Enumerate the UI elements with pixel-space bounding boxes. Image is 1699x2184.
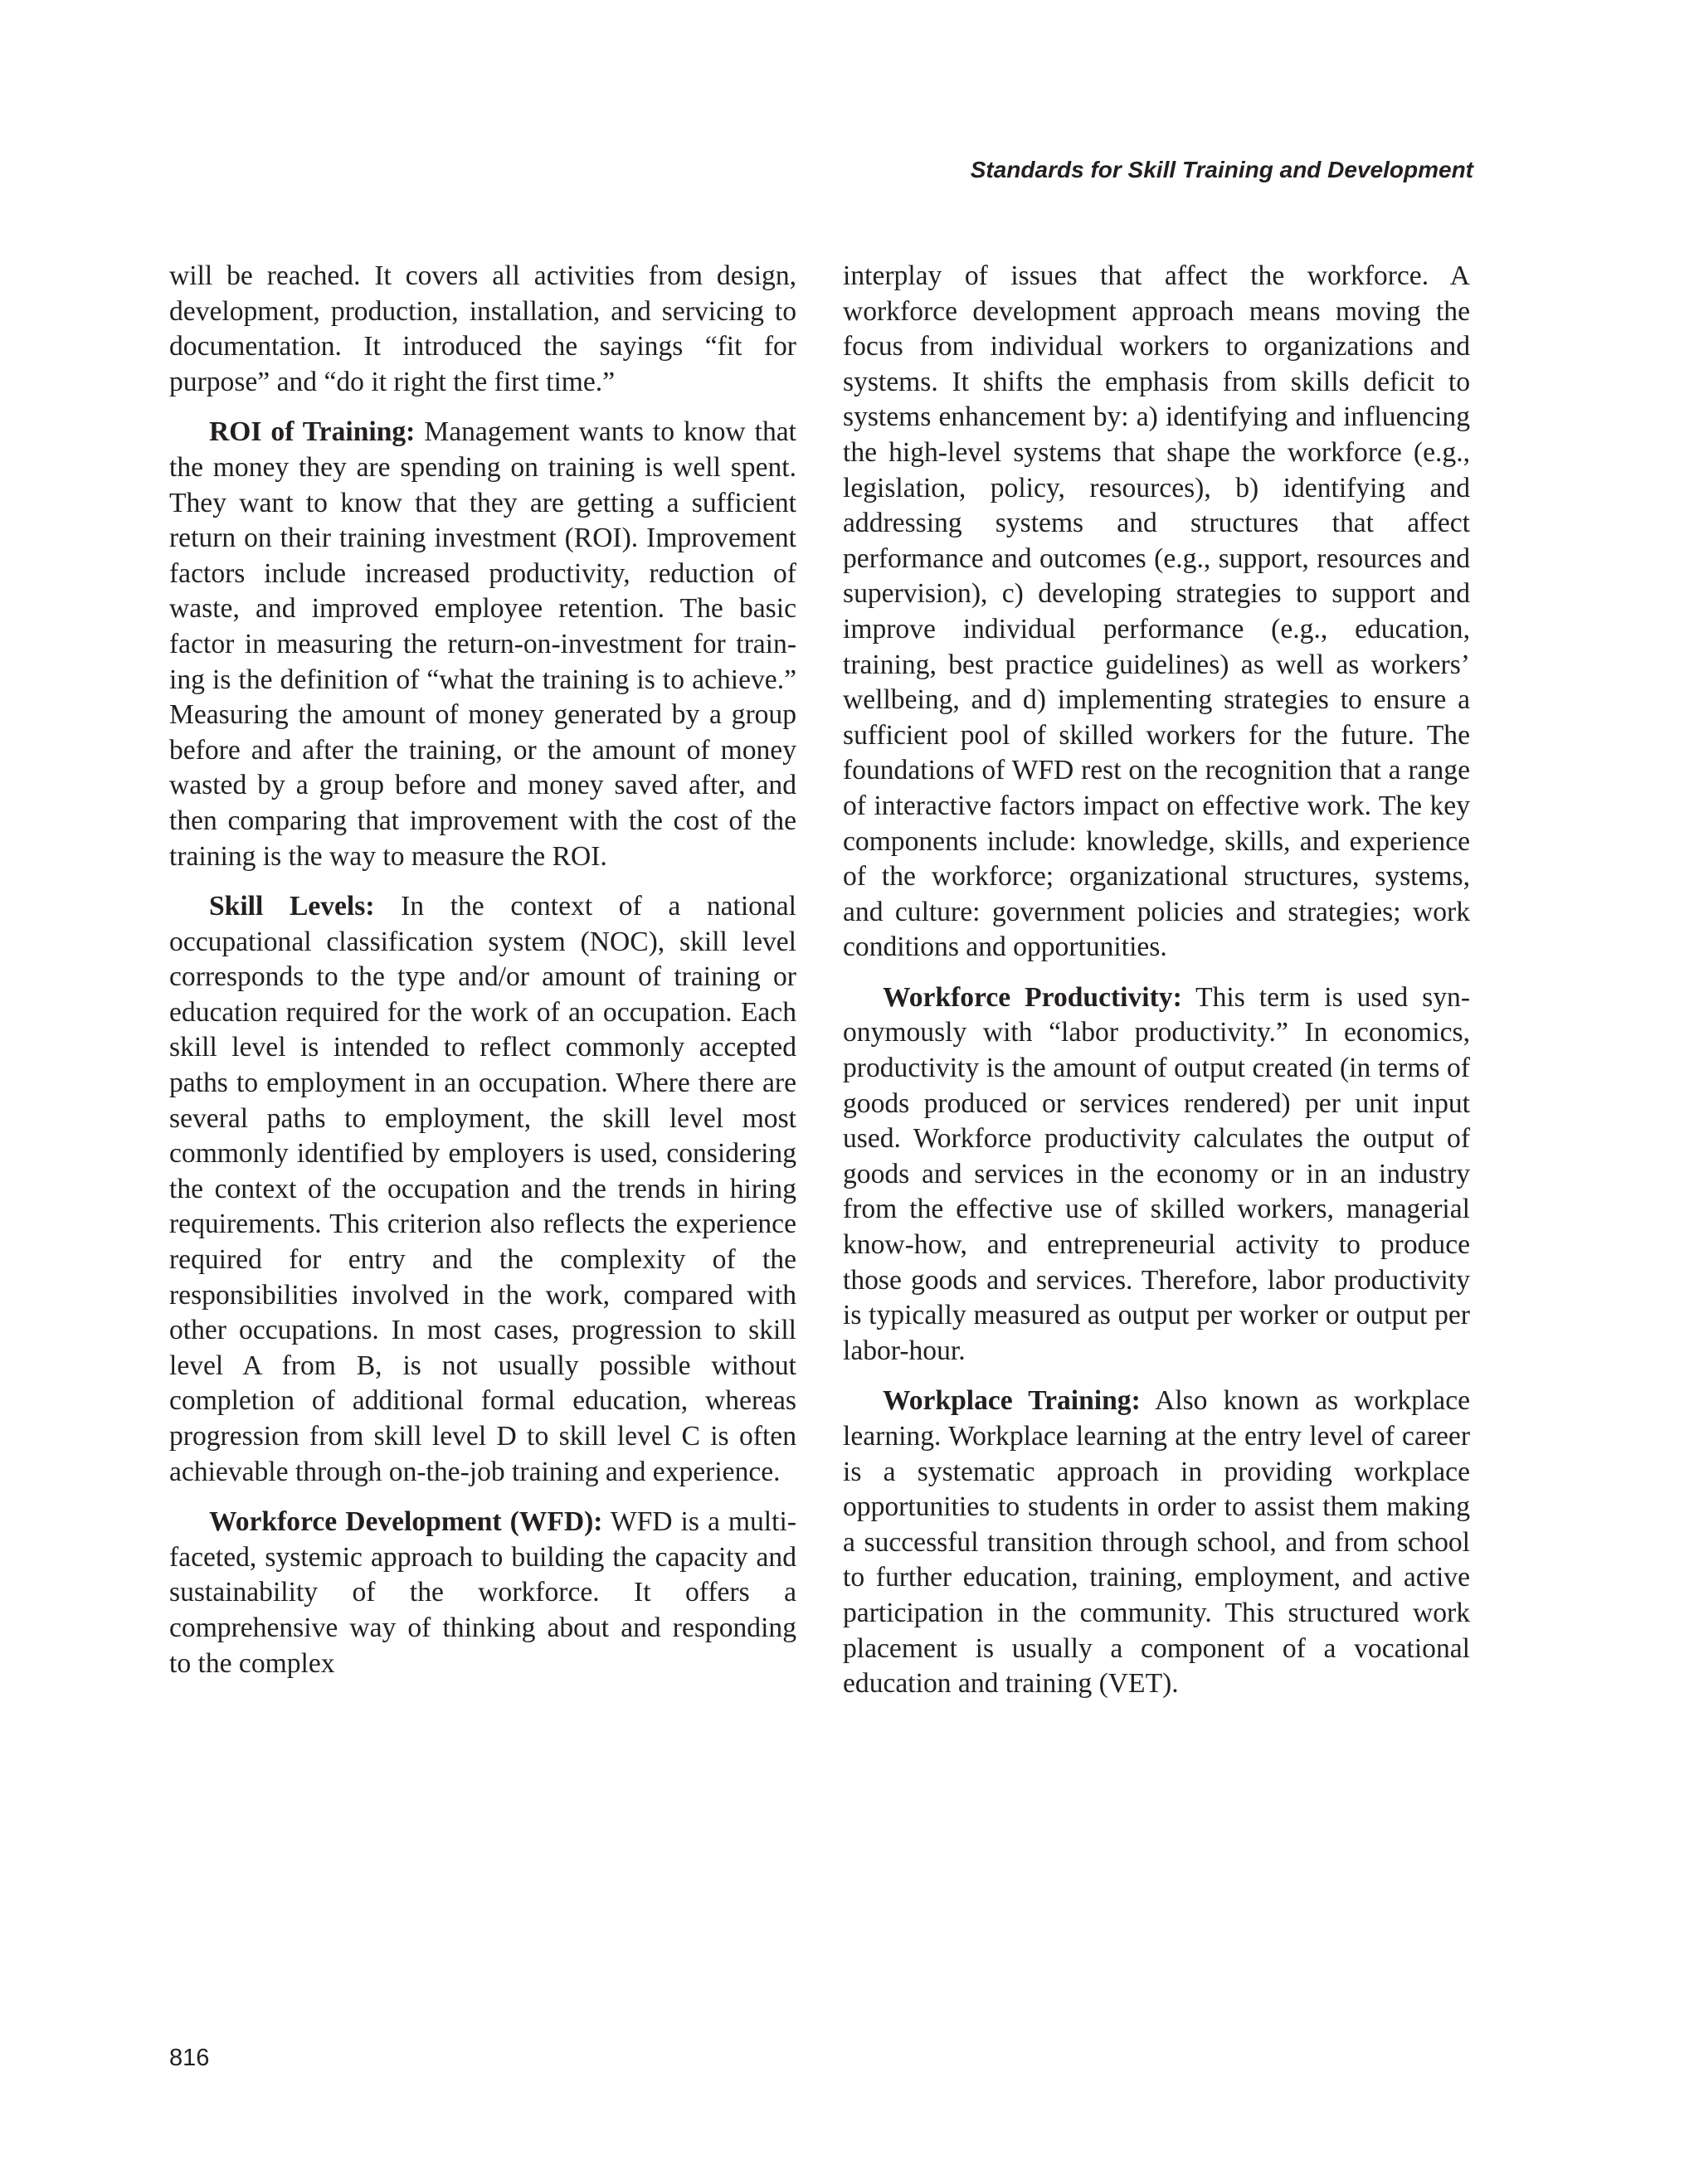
right-column bbox=[843, 259, 1470, 1717]
paragraph-text: Management wants to know that the money they are spending on training is well spent. They want to know that they are getting a sufficient return on their training investment (ROI). Improvement factors include increased productivity, reduction of waste, and improved employee retention. The basic factor in measuring the return-on-investment for training is the definition of “what the training is to achieve.” Measuring the amount of money generated by a group before and after the training, or the amount of money wasted by a group before and money saved after, and then comparing that improvement with the cost of the training is the way to measure the ROI. bbox=[169, 416, 796, 872]
paragraph-skill-levels bbox=[169, 889, 796, 1490]
paragraph-workforce-productivity bbox=[843, 980, 1470, 1369]
paragraph-continued bbox=[843, 259, 1470, 966]
paragraph-workforce-development bbox=[169, 1505, 796, 1681]
paragraph-text: WFD is a multifaceted, systemic approach to building the capacity and sustainability of the workforce. It offers a comprehensive way of thinking about and responding to the complex bbox=[169, 1506, 796, 1679]
term-heading: ROI of Training: bbox=[209, 416, 416, 448]
paragraph-text: will be reached. It covers all activities from design, development, production, installation, and servicing to documentation. It introduced the sayings “fit for purpose” and “do it right the first time.” bbox=[169, 260, 796, 397]
paragraph-text: This term is used synonymously with “labor productivity.” In economics, productivity is the amount of output created (in terms of goods produced or services rendered) per unit input used. Workforce productivity calculates the output of goods and services in the economy or in an industry from the effective use of skilled workers, managerial know-how, and entrepreneurial activity to produce those goods and services. Therefore, labor productivity is typically measured as output per worker or output per labor-hour. bbox=[843, 981, 1470, 1366]
paragraph-text: Also known as workplace learning. Workplace learning at the entry level of career is a systematic approach in providing workplace opportunities to students in order to assist them making a successful transition through school, and from school to further education, training, employment, and active participation in the community. This structured work placement is usually a component of a vocational education and training (VET). bbox=[843, 1385, 1471, 1700]
left-column bbox=[169, 259, 796, 1696]
running-header: Standards for Skill Training and Development bbox=[970, 157, 1473, 182]
page-number: 816 bbox=[169, 2045, 210, 2071]
paragraph-workplace-training bbox=[843, 1384, 1470, 1701]
paragraph-continued bbox=[169, 259, 796, 400]
paragraph-text: interplay of issues that affect the workforce. A workforce development approach means moving the focus from individual workers to organizations and systems. It shifts the emphasis from skills deficit to systems enhancement by: a) identifying and influencing the high-level systems that shape the workforce (e.g., legislation, policy, resources), b) identifying and addressing systems and structures that affect performance and outcomes (e.g., support, resources and supervision), c) developing strategies to support and improve individual performance (e.g., education, training, best practice guidelines) as well as workers’ wellbeing, and d) implementing strategies to ensure a sufficient pool of skilled workers for the future. The foundations of WFD rest on the recognition that a range of interactive factors impact on effective work. The key components include: knowledge, skills, and experience of the workforce; organizational structures, systems, and culture: government policies and strategies; work conditions and opportunities. bbox=[843, 260, 1470, 963]
term-heading: Workforce Development (WFD): bbox=[209, 1506, 603, 1538]
paragraph-roi-of-training bbox=[169, 415, 796, 874]
term-heading: Workplace Training: bbox=[883, 1385, 1141, 1417]
term-heading: Skill Levels: bbox=[209, 891, 375, 922]
paragraph-text: In the context of a national occupational classification system (NOC), skill level corresponds to the type and/or amount of training or education required for the work of an occupation. Each skill level is intended to reflect commonly accepted paths to employment in an occupation. Where there are several paths to employment, the skill level most commonly identified by employers is used, considering the context of the occupation and the trends in hiring requirements. This criterion also reflects the experience required for entry and the complexity of the responsibilities involved in the work, compared with other occupations. In most cases, progression to skill level A from B, is not usually possible without completion of additional formal education, whereas progression from skill level D to skill level C is often achievable through on-the-job training and experience. bbox=[169, 891, 796, 1487]
term-heading: Workforce Productivity: bbox=[883, 981, 1182, 1013]
